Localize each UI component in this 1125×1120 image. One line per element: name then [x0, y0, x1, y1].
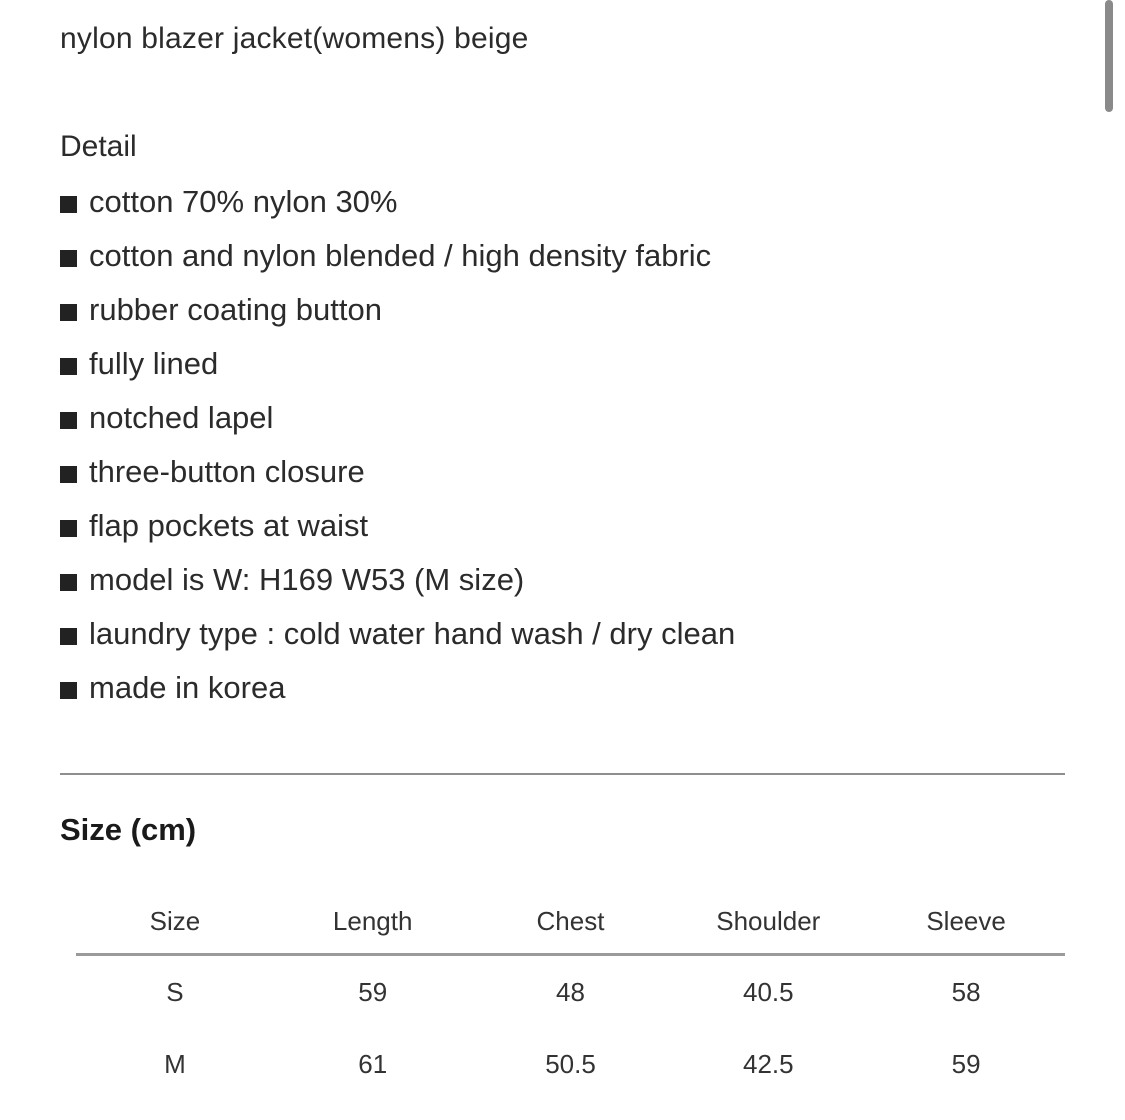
section-divider	[60, 773, 1065, 775]
table-header-row	[76, 890, 1065, 956]
detail-item-text: cotton and nylon blended / high density fabric	[89, 238, 712, 273]
square-bullet-icon	[60, 574, 77, 591]
list-item	[60, 400, 735, 454]
square-bullet-icon	[60, 196, 77, 213]
list-item	[60, 562, 735, 616]
list-item	[60, 292, 735, 346]
table-cell: 59	[951, 1048, 981, 1079]
square-bullet-icon	[60, 628, 77, 645]
table-cell: 40.5	[742, 976, 794, 1007]
detail-item-text: rubber coating button	[89, 292, 382, 327]
list-item	[60, 184, 735, 238]
square-bullet-icon	[60, 520, 77, 537]
table-cell: 48	[556, 976, 585, 1007]
column-header-size: Size	[149, 906, 201, 936]
detail-heading: Detail	[60, 130, 137, 163]
detail-item-text: fully lined	[89, 346, 219, 381]
table-cell: 42.5	[742, 1048, 794, 1079]
table-cell: 50.5	[545, 1048, 596, 1079]
list-item	[60, 508, 735, 562]
square-bullet-icon	[60, 682, 77, 699]
square-bullet-icon	[60, 304, 77, 321]
list-item	[60, 616, 735, 670]
detail-item-text: made in korea	[89, 670, 286, 705]
size-table	[76, 890, 1065, 1100]
column-header-length: Length	[332, 906, 413, 936]
scrollbar[interactable]	[1105, 0, 1113, 112]
column-header-shoulder: Shoulder	[716, 906, 821, 936]
column-header-chest: Chest	[536, 906, 605, 936]
detail-item-text: model is W: H169 W53 (M size)	[89, 562, 525, 597]
list-item	[60, 670, 735, 724]
detail-item-text: laundry type : cold water hand wash / dry clean	[89, 616, 736, 651]
table-row	[76, 1028, 1065, 1100]
table-row	[76, 956, 1065, 1028]
list-item	[60, 238, 735, 292]
table-cell: M	[164, 1048, 186, 1079]
table-cell: 58	[951, 976, 981, 1007]
square-bullet-icon	[60, 250, 77, 267]
column-header-sleeve: Sleeve	[926, 906, 1006, 936]
detail-item-text: three-button closure	[89, 454, 365, 489]
detail-item-text: notched lapel	[89, 400, 274, 435]
table-cell: 59	[358, 976, 388, 1007]
list-item	[60, 454, 735, 508]
detail-item-text: cotton 70% nylon 30%	[89, 184, 398, 219]
square-bullet-icon	[60, 412, 77, 429]
product-title: nylon blazer jacket(womens) beige	[60, 22, 529, 55]
square-bullet-icon	[60, 358, 77, 375]
detail-item-text: flap pockets at waist	[89, 508, 369, 543]
detail-list	[60, 184, 735, 724]
size-heading: Size (cm)	[60, 812, 197, 847]
table-cell: S	[166, 976, 184, 1007]
list-item	[60, 346, 735, 400]
table-cell: 61	[358, 1048, 388, 1079]
square-bullet-icon	[60, 466, 77, 483]
